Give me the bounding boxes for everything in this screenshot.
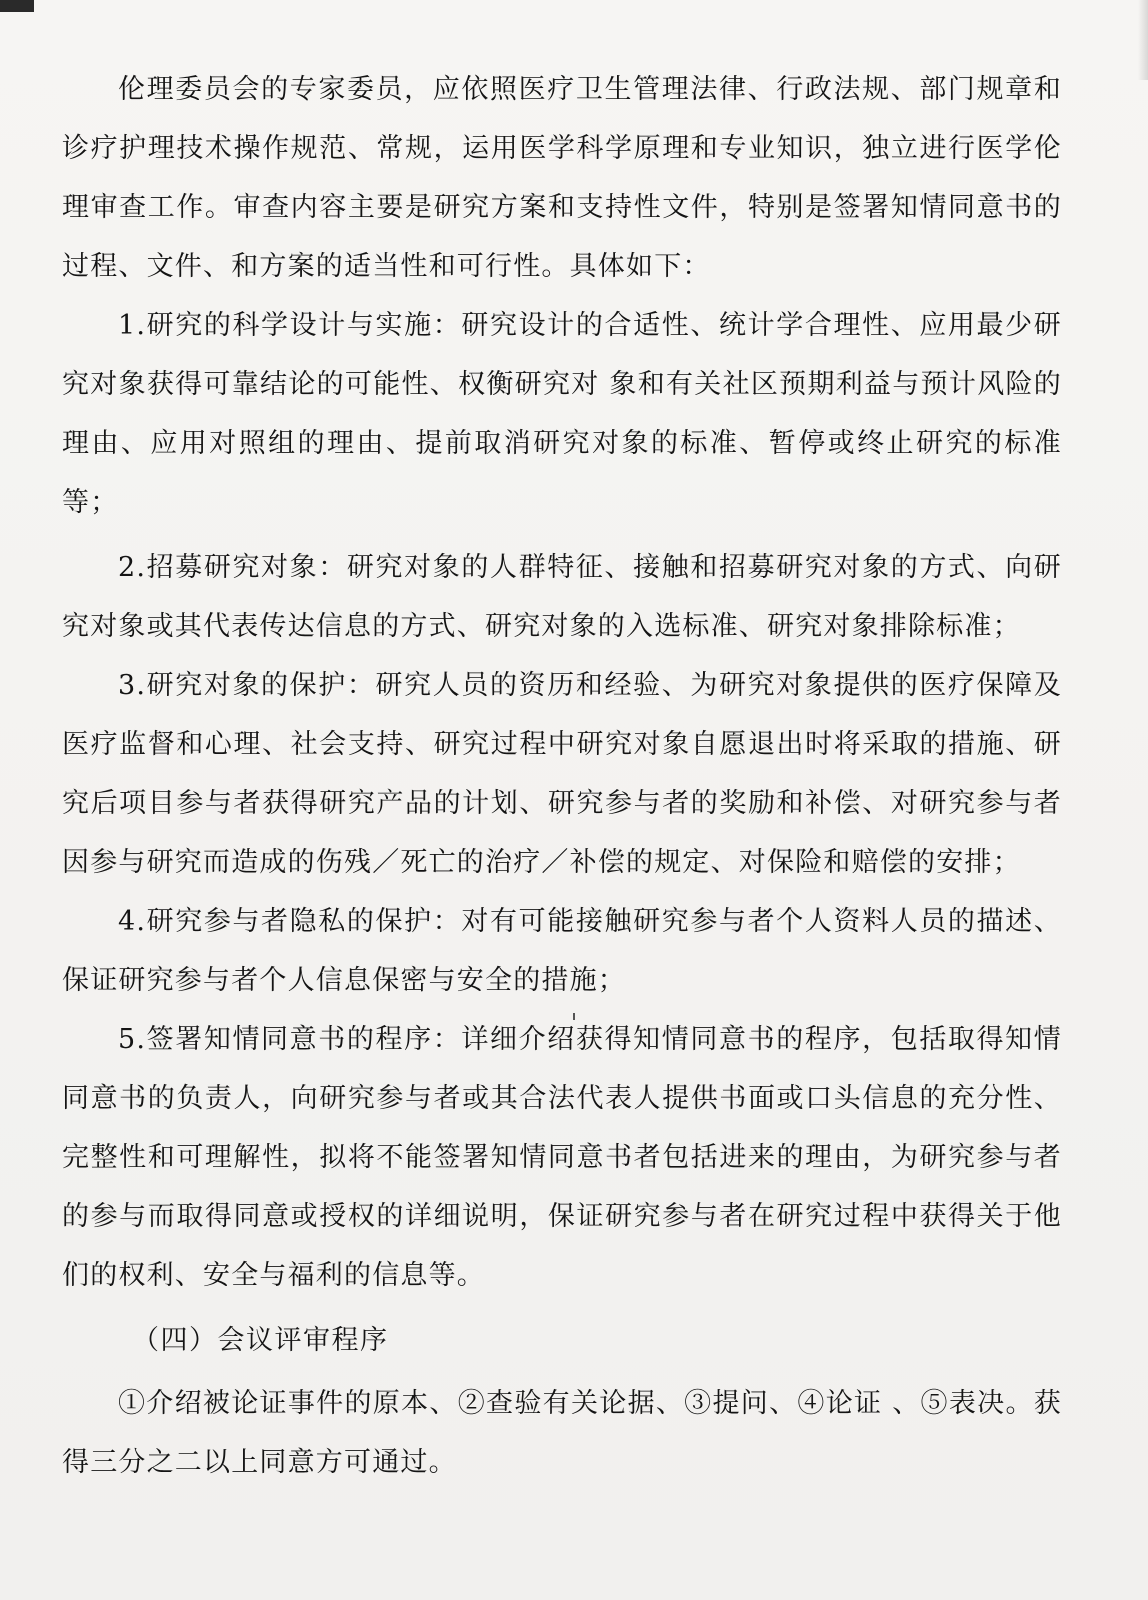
item-scientific-design: 1.研究的科学设计与实施：研究设计的合适性、统计学合理性、应用最少研究对象获得可靠结论的可能性、权衡研究对 象和有关社区预期利益与预计风险的理由、应用对照组的理由、提前取消研究对象的标准、暂停或终止研究的标准等； (62, 310, 1062, 518)
item-recruitment: 2.招募研究对象：研究对象的人群特征、接触和招募研究对象的方式、向研究对象或其代表传达信息的方式、研究对象的入选标准、研究对象排除标准； (62, 552, 1062, 642)
scan-edge-mark (0, 0, 34, 12)
scan-edge-shadow (1138, 0, 1148, 80)
document-body (62, 60, 1062, 1492)
intro-paragraph: 伦理委员会的专家委员，应依照医疗卫生管理法律、行政法规、部门规章和诊疗护理技术操作规范、常规，运用医学科学原理和专业知识，独立进行医学伦理审查工作。审查内容主要是研究方案和支持性文件，特别是签署知情同意书的过程、文件、和方案的适当性和可行性。具体如下： (62, 74, 1062, 282)
section-heading: （四）会议评审程序 (132, 1325, 389, 1356)
review-procedure: ①介绍被论证事件的原本、②查验有关论据、③提问、④论证 、⑤表决。获得三分之二以上同意方可通过。 (62, 1388, 1062, 1478)
item-informed-consent: 5.签署知情同意书的程序：详细介绍获得知情同意书的程序，包括取得知情同意书的负责人，向研究参与者或其合法代表人提供书面或口头信息的充分性、完整性和可理解性，拟将不能签署知情同意书者包括进来的理由，为研究参与者的参与而取得同意或授权的详细说明，保证研究参与者在研究过程中获得关于他们的权利、安全与福利的信息等。 (62, 1024, 1062, 1291)
item-subject-protection: 3.研究对象的保护：研究人员的资历和经验、为研究对象提供的医疗保障及医疗监督和心理、社会支持、研究过程中研究对象自愿退出时将采取的措施、研究后项目参与者获得研究产品的计划、研究参与者的奖励和补偿、对研究参与者因参与研究而造成的伤残／死亡的治疗／补偿的规定、对保险和赔偿的安排； (62, 670, 1062, 878)
item-privacy-protection: 4.研究参与者隐私的保护：对有可能接触研究参与者个人资料人员的描述、保证研究参与者个人信息保密与安全的措施； (62, 906, 1062, 996)
